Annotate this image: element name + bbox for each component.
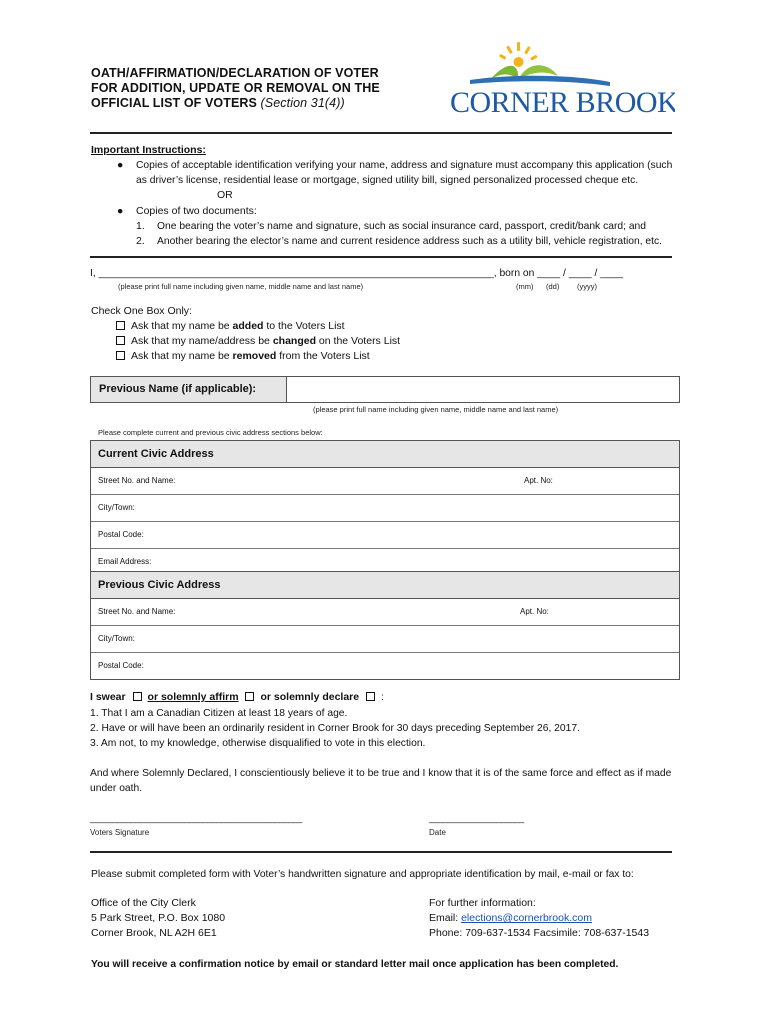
option-remove-post: from the Voters List <box>276 350 370 362</box>
title-line-1: OATH/AFFIRMATION/DECLARATION OF VOTER <box>91 66 379 80</box>
instruction-item-1: One bearing the voter’s name and signature, such as social insurance card, passport, credit/bank card; and <box>157 221 647 232</box>
address-line-1: Office of the City Clerk <box>91 897 196 909</box>
oath-declare: or solemnly declare <box>260 691 360 703</box>
instruction-bullet-1-line-2: as driver’s license, residential lease or mortgage, signed utility bill, signed personalized processed cheque etc. <box>136 175 639 186</box>
current-address-heading: Current Civic Address <box>91 441 679 468</box>
previous-apt-label[interactable]: Apt. No: <box>520 607 549 616</box>
mailing-address <box>91 896 225 941</box>
date-hint-mm: (mm) <box>516 282 534 291</box>
previous-name-label: Previous Name (if applicable): <box>90 376 287 403</box>
email-row <box>429 911 649 926</box>
signature-line[interactable]: _______________________________________________ <box>90 813 302 823</box>
name-hint: (please print full name including given name, middle name and last name) <box>118 282 364 291</box>
instruction-item-1-num: 1. <box>136 220 145 232</box>
instruction-or: OR <box>217 189 233 201</box>
water-wave-icon <box>470 76 610 86</box>
address-line-2: 5 Park Street, P.O. Box 1080 <box>91 912 226 924</box>
current-street-field[interactable] <box>91 468 679 495</box>
address-line-3: Corner Brook, NL A2H 6E1 <box>91 927 217 939</box>
checkbox-remove[interactable] <box>116 351 125 360</box>
checkbox-swear[interactable] <box>133 692 142 701</box>
previous-address-section <box>90 571 680 680</box>
solemn-declaration <box>90 766 671 796</box>
solemn-line-1: And where Solemnly Declared, I conscientiously believe it to be true and I know that it is of the same force and effect as if made <box>90 768 672 779</box>
checkbox-affirm[interactable] <box>245 692 254 701</box>
current-street-label: Street No. and Name: <box>98 476 176 485</box>
previous-street-label: Street No. and Name: <box>98 607 176 616</box>
instruction-bullet-1-line-1: Copies of acceptable identification verifying your name, address and signature must accompany this application (such <box>136 160 673 171</box>
logo-graphic-icon <box>450 40 675 120</box>
date-hint-dd: (dd) <box>546 282 560 291</box>
bullet-1-icon: ● <box>117 159 124 171</box>
title-section: (Section 31(4)) <box>260 96 345 110</box>
oath-statement-2: 2. Have or will have been an ordinarily resident in Corner Brook for 30 days preceding September 26, 2017. <box>90 723 580 734</box>
instruction-bullet-1 <box>136 158 672 188</box>
date-hint-yyyy: (yyyy) <box>577 282 597 291</box>
instructions-heading: Important Instructions: <box>91 144 206 156</box>
title-line-2: FOR ADDITION, UPDATE OR REMOVAL ON THE <box>91 81 380 95</box>
current-address-section <box>90 440 680 576</box>
previous-name-hint: (please print full name including given name, middle name and last name) <box>313 405 559 414</box>
instruction-bullet-2: Copies of two documents: <box>136 205 257 217</box>
logo-wordmark: CORNER BROOK <box>450 86 675 119</box>
check-heading: Check One Box Only: <box>91 305 192 317</box>
corner-brook-logo <box>450 40 675 120</box>
option-change-post: on the Voters List <box>316 335 401 347</box>
checkbox-change[interactable] <box>116 336 125 345</box>
oath-affirm: or solemnly affirm <box>147 691 239 703</box>
checkbox-add[interactable] <box>116 321 125 330</box>
current-city-label: City/Town: <box>98 503 135 512</box>
info-heading: For further information: <box>429 897 536 909</box>
oath-swear: I swear <box>90 691 126 703</box>
option-add-post: to the Voters List <box>263 320 345 332</box>
previous-postal-field[interactable] <box>91 653 679 679</box>
contact-info <box>429 896 649 941</box>
address-note: Please complete current and previous civic address sections below: <box>98 428 323 437</box>
date-line[interactable]: _____________________ <box>429 813 524 823</box>
oath-colon: : <box>381 691 384 703</box>
option-change-pre: Ask that my name/address be <box>131 335 273 347</box>
current-city-field[interactable] <box>91 495 679 522</box>
option-add[interactable] <box>116 319 345 334</box>
option-remove[interactable] <box>116 349 370 364</box>
title-line-3-text: OFFICIAL LIST OF VOTERS <box>91 96 257 110</box>
phone-fax: Phone: 709-637-1534 Facsimile: 708-637-1543 <box>429 927 650 939</box>
previous-city-field[interactable] <box>91 626 679 653</box>
checkbox-declare[interactable] <box>366 692 375 701</box>
title-line-3 <box>91 96 380 111</box>
current-apt-label[interactable]: Apt. No: <box>524 476 553 485</box>
divider-submission <box>90 851 672 853</box>
oath-statement-1: 1. That I am a Canadian Citizen at least 18 years of age. <box>90 708 348 719</box>
option-remove-pre: Ask that my name be <box>131 350 233 362</box>
solemn-line-2: under oath. <box>90 783 143 794</box>
previous-city-label: City/Town: <box>98 634 135 643</box>
previous-postal-label: Postal Code: <box>98 661 144 670</box>
option-add-pre: Ask that my name be <box>131 320 233 332</box>
form-title <box>91 66 380 111</box>
divider-instructions <box>90 256 672 258</box>
previous-street-field[interactable] <box>91 599 679 626</box>
submission-text: Please submit completed form with Voter’s handwritten signature and appropriate identification by mail, e-mail or fax to: <box>91 869 634 880</box>
option-change[interactable] <box>116 334 400 349</box>
previous-address-heading: Previous Civic Address <box>91 572 679 599</box>
confirmation-notice: You will receive a confirmation notice by email or standard letter mail once application has been completed. <box>91 959 619 970</box>
current-postal-field[interactable] <box>91 522 679 549</box>
previous-name-field[interactable] <box>286 376 680 403</box>
sun-rays-icon <box>499 42 538 67</box>
current-email-label: Email Address: <box>98 557 152 566</box>
date-label: Date <box>429 828 446 837</box>
instruction-item-2-num: 2. <box>136 235 145 247</box>
instruction-item-2: Another bearing the elector’s name and current residence address such as a utility bill, vehicle registration, etc. <box>157 236 663 247</box>
option-remove-bold: removed <box>232 350 277 362</box>
bullet-2-icon: ● <box>117 205 124 217</box>
divider-top <box>90 132 672 134</box>
signature-label: Voters Signature <box>90 828 150 837</box>
oath-options <box>90 690 384 705</box>
current-postal-label: Postal Code: <box>98 530 144 539</box>
identity-line[interactable]: I, _____________________________________________________________________, born on ____ / ____ / ____ <box>90 268 624 279</box>
option-add-bold: added <box>232 320 264 332</box>
option-change-bold: changed <box>272 335 317 347</box>
email-link[interactable]: elections@cornerbrook.com <box>461 912 592 924</box>
oath-statement-3: 3. Am not, to my knowledge, otherwise disqualified to vote in this election. <box>90 738 426 749</box>
email-label: Email: <box>429 912 462 924</box>
